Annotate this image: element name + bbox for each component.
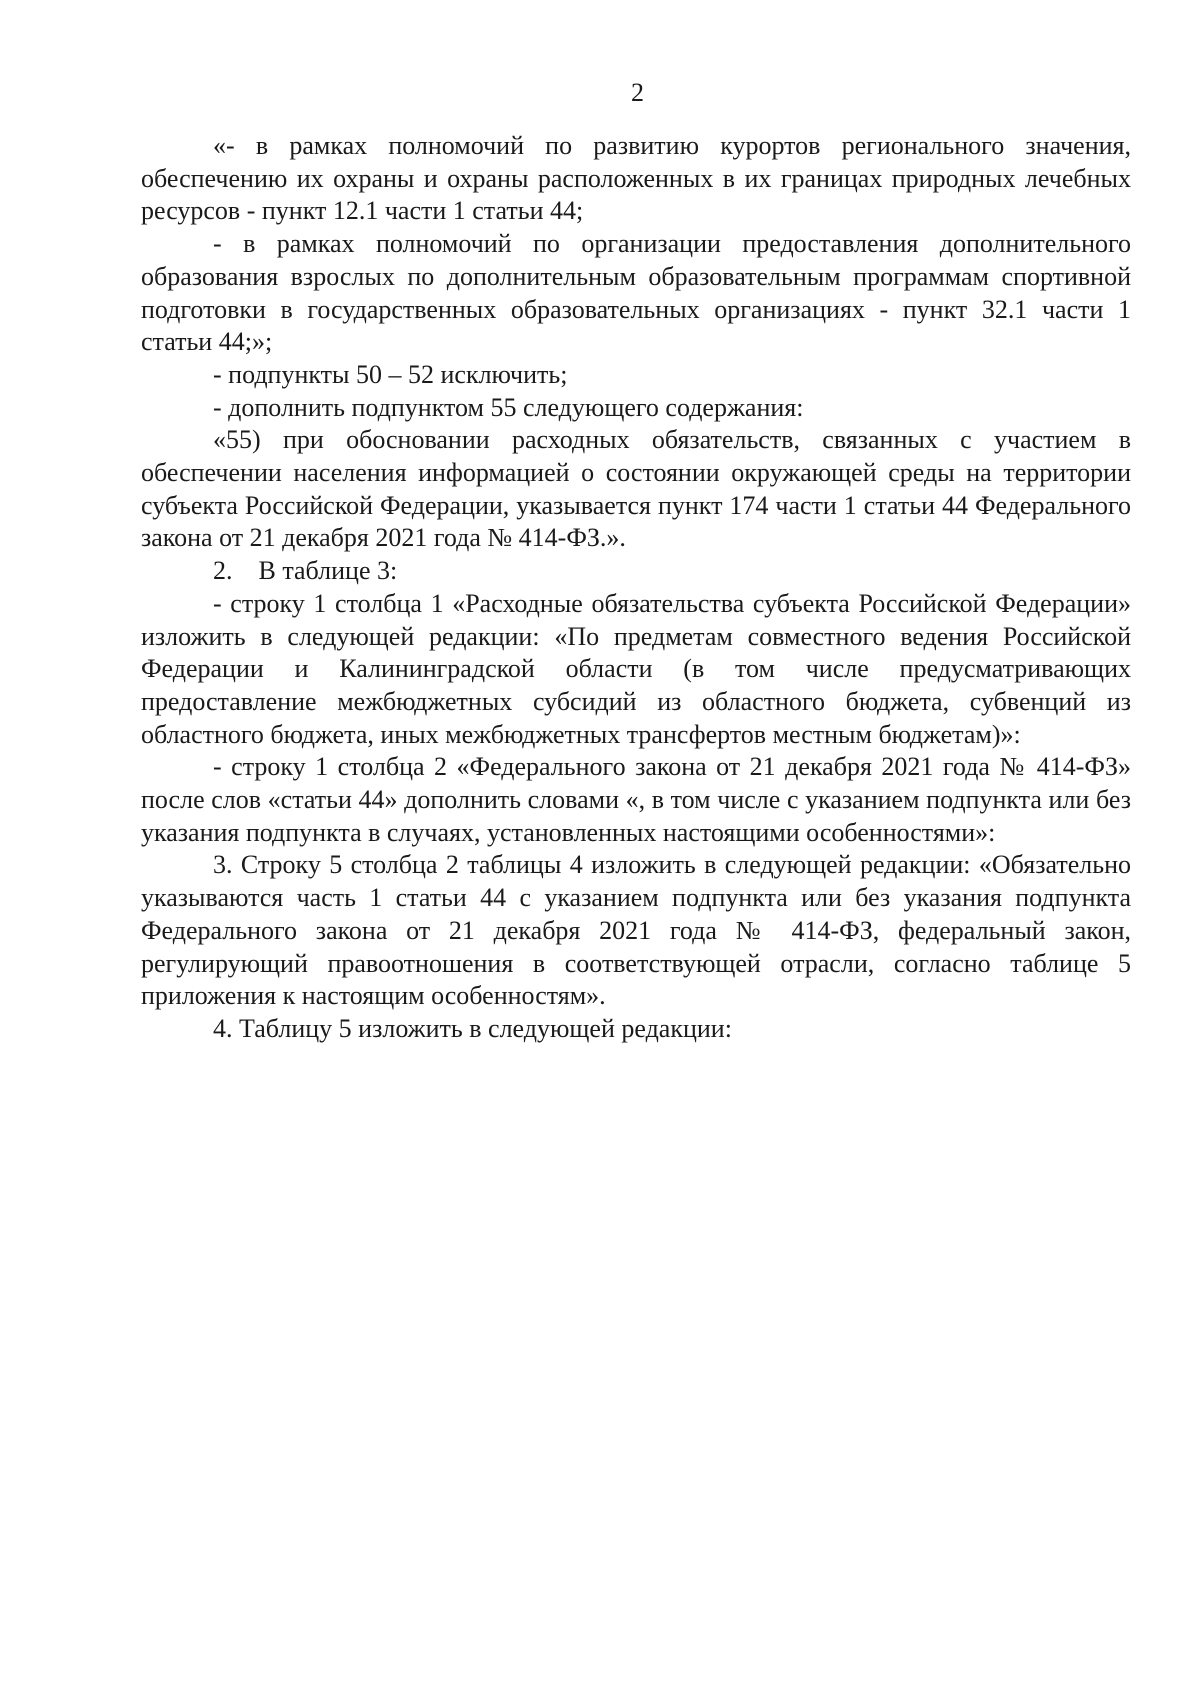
page-number: 2 (631, 78, 644, 107)
paragraph-item-4: 4. Таблицу 5 изложить в следующей редакции: (213, 1013, 732, 1043)
paragraph-table3-row1-col2: - строку 1 столбца 2 «Федерального закона от 21 декабря 2021 года № 414-ФЗ» после слов «статьи 44» дополнить словами «, в том числе с указанием подпункта или без указания подпункта в случаях, установленных настоящими особенностями»: (141, 752, 1131, 847)
paragraph-table3-row1-col1: - строку 1 столбца 1 «Расходные обязательства субъекта Российской Федерации» изложить в следующей редакции: «По предметам совместного ведения Российской Федерации и Калининградской области (в том числе предусматривающих предоставление межбюджетных субсидий из областного бюджета, субвенций из областного бюджета, иных межбюджетных трансфертов местным бюджетам)»: (141, 588, 1131, 749)
paragraph-sports-education: - в рамках полномочий по организации предоставления дополнительного образования взрослых по дополнительным образовательным программам спортивной подготовки в государственных образовательных организациях - пункт 32.1 части 1 статьи 44;»; (141, 229, 1131, 357)
paragraph-add-subitem-55: - дополнить подпунктом 55 следующего содержания: (213, 392, 804, 422)
paragraph-resorts: «- в рамках полномочий по развитию курортов регионального значения, обеспечению их охраны и охраны расположенных в их границах природных лечебных ресурсов - пункт 12.1 части 1 статьи 44; (141, 131, 1131, 226)
paragraph-exclude-subitems: - подпункты 50 – 52 исключить; (213, 359, 568, 389)
paragraph-item-3: 3. Строку 5 столбца 2 таблицы 4 изложить в следующей редакции: «Обязательно указываются часть 1 статьи 44 с указанием подпункта или без указания подпункта Федерального закона от 21 декабря 2021 года № 414-ФЗ, федеральный закон, регулирующий правоотношения в соответствующей отрасли, согласно таблице 5 приложения к настоящим особенностям». (141, 850, 1131, 1011)
paragraph-item-2: 2. В таблице 3: (213, 556, 398, 586)
document-body (141, 130, 1131, 1046)
paragraph-subitem-55: «55) при обосновании расходных обязательств, связанных с участием в обеспечении населения информацией о состоянии окружающей среды на территории субъекта Российской Федерации, указывается пункт 174 части 1 статьи 44 Федерального закона от 21 декабря 2021 года № 414-ФЗ.». (141, 425, 1131, 553)
